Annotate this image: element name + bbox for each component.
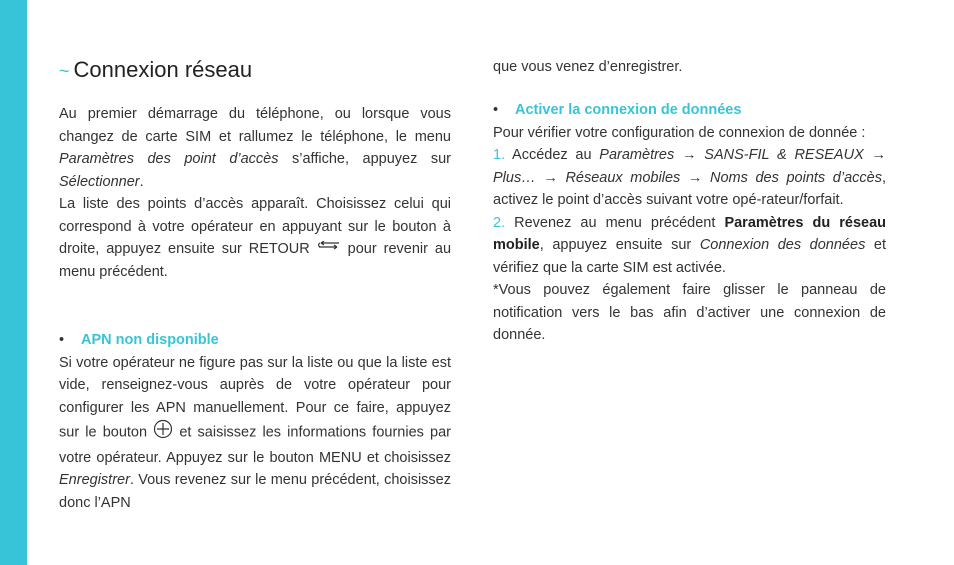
continuation-section (493, 56, 886, 79)
apn-heading: APN non disponible (81, 332, 219, 348)
step-1-text-2: , activez le point d’accès suivant votre opé-rateur/forfait. (493, 169, 886, 208)
step-1 (493, 144, 886, 212)
step-2-text-3: et vérifiez que la carte SIM est activée. (493, 237, 887, 276)
apn-heading-row (59, 329, 451, 352)
arrow-icon: → (871, 147, 887, 163)
note: *Vous pouvez également faire glisser le panneau de notification vers le bas afin d’activer une connexion de donnée. (493, 282, 886, 343)
data-section (493, 99, 886, 347)
arrow-icon: → (543, 169, 558, 186)
bullet: • (493, 102, 499, 118)
step-1-number: 1. (493, 147, 506, 163)
apn-text-1: Si votre opérateur ne figure pas sur la liste ou que la liste est vide, renseignez-vous auprès de votre opérateur pour configurer les APN manuellement. Pour ce faire, appuyez sur le bouton (59, 354, 451, 441)
step-1-apn-names: Noms des points d’accès (702, 169, 882, 186)
intro-paragraph (59, 103, 451, 193)
data-heading: Activer la connexion de données (515, 102, 742, 118)
step-2-text-2: , appuyez ensuite sur (539, 237, 700, 253)
bullet: • (59, 332, 65, 348)
step-1-wireless: SANS-FIL & RESEAUX (696, 147, 872, 163)
step-2-mobile-network-settings: Paramètres du réseau mobile (493, 214, 886, 253)
intro-section (59, 103, 451, 283)
step-2-data-connection: Connexion des données (699, 237, 866, 253)
circle-plus-icon (153, 419, 173, 447)
intro-text-3: . (139, 173, 144, 190)
apn-text-2: et saisissez les informations fournies par votre opérateur. Appuyez sur le bouton MENU et choisissez (59, 424, 451, 466)
arrow-icon: → (687, 169, 703, 186)
sidebar-accent-bar (0, 0, 27, 565)
return-arrow-icon (317, 238, 341, 261)
continuation-text: que vous venez d’enregistrer. (493, 59, 683, 75)
apn-text-3: . Vous revenez sur le menu précédent, choisissez donc l’APN (59, 472, 451, 511)
step-2-number: 2. (493, 214, 506, 231)
step-1-mobile-networks: Réseaux mobiles (557, 169, 688, 186)
intro-text-5: pour revenir au menu précédent. (59, 241, 452, 280)
step-2-text-1: Revenez au menu précédent (505, 214, 725, 231)
apn-paragraph (59, 352, 451, 515)
title-tilde: ~ (59, 61, 70, 81)
intro-paragraph-2 (59, 193, 451, 283)
step-1-text-1: Accédez au (505, 147, 600, 163)
data-heading-row (493, 99, 886, 122)
intro-menu-name: Paramètres des point d’accès (59, 151, 279, 167)
arrow-icon: → (682, 147, 697, 163)
step-2 (493, 212, 886, 280)
intro-text-2: s’affiche, appuyez sur (278, 151, 451, 167)
intro-text-4: La liste des points d’accès apparaît. Choisissez celui qui correspond à votre opérateur en appuyant sur le bouton à droite, appuyez ensuite sur RETOUR (59, 196, 451, 258)
step-1-more: Plus… (493, 169, 544, 186)
data-intro: Pour vérifier votre configuration de connexion de donnée : (493, 124, 866, 141)
intro-text-1: Au premier démarrage du téléphone, ou lorsque vous changez de carte SIM et rallumez le téléphone, le menu (59, 106, 451, 145)
intro-select: Sélectionner (59, 173, 140, 190)
step-1-settings: Paramètres (599, 147, 675, 163)
page-title (59, 57, 252, 83)
apn-section (59, 329, 451, 514)
apn-save: Enregistrer (59, 472, 130, 488)
page-title-text: Connexion réseau (73, 57, 253, 82)
